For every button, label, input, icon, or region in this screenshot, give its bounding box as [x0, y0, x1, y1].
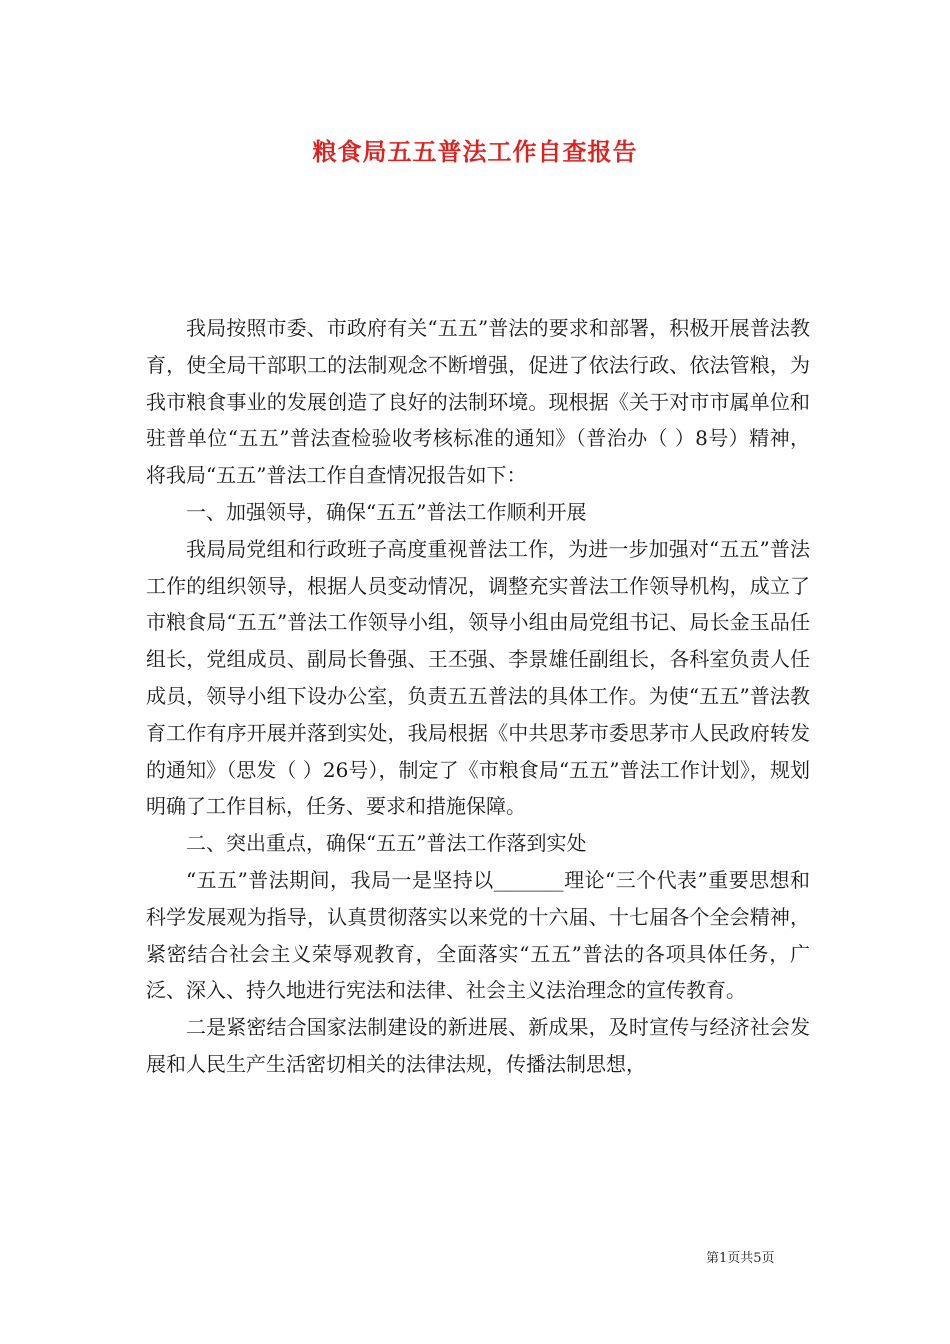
paragraph-section-2b: 二是紧密结合国家法制建设的新进展、新成果，及时宣传与经济社会发展和人民生产生活密切相关的法律法规，传播法制思想， — [146, 1015, 810, 1076]
section-heading-2: 二、突出重点，确保“五五”普法工作落到实处 — [186, 831, 587, 856]
paragraph-section-1: 我局局党组和行政班子高度重视普法工作，为进一步加强对“五五”普法工作的组织领导，根据人员变动情况，调整充实普法工作领导机构，成立了市粮食局“五五”普法工作领导小组，领导小组由局党组书记、局长金玉品任组长，党组成员、副局长鲁强、王丕强、李景雄任副组长，各科室负责人任成员，领导小组下设办公室，负责五五普法的具体工作。为使“五五”普法教育工作有序开展并落到实处，我局根据《中共思茅市委思茅市人民政府转发的通知》（思发（ ）26号），制定了《市粮食局“五五”普法工作计划》，规划明确了工作目标，任务、要求和措施保障。 — [146, 536, 810, 819]
page-number: 第1页共5页 — [706, 1251, 775, 1266]
section-heading-1: 一、加强领导，确保“五五”普法工作顺利开展 — [186, 499, 587, 524]
document-title: 粮食局五五普法工作自查报告 — [312, 137, 638, 166]
document-body — [146, 310, 810, 1083]
paragraph-section-2a: “五五”普法期间，我局一是坚持以_______理论“三个代表”重要思想和科学发展观为指导，认真贯彻落实以来党的十六届、十七届各个全会精神，紧密结合社会主义荣辱观教育，全面落实“五五”普法的各项具体任务，广泛、深入、持久地进行宪法和法律、社会主义法治理念的宣传教育。 — [146, 867, 810, 1003]
paragraph-intro: 我局按照市委、市政府有关“五五”普法的要求和部署，积极开展普法教育，使全局干部职工的法制观念不断增强，促进了依法行政、依法管粮，为我市粮食事业的发展创造了良好的法制环境。现根据《关于对市市属单位和驻普单位“五五”普法查检验收考核标准的通知》（普治办（ ）8号）精神，将我局“五五”普法工作自查情况报告如下： — [146, 316, 810, 488]
